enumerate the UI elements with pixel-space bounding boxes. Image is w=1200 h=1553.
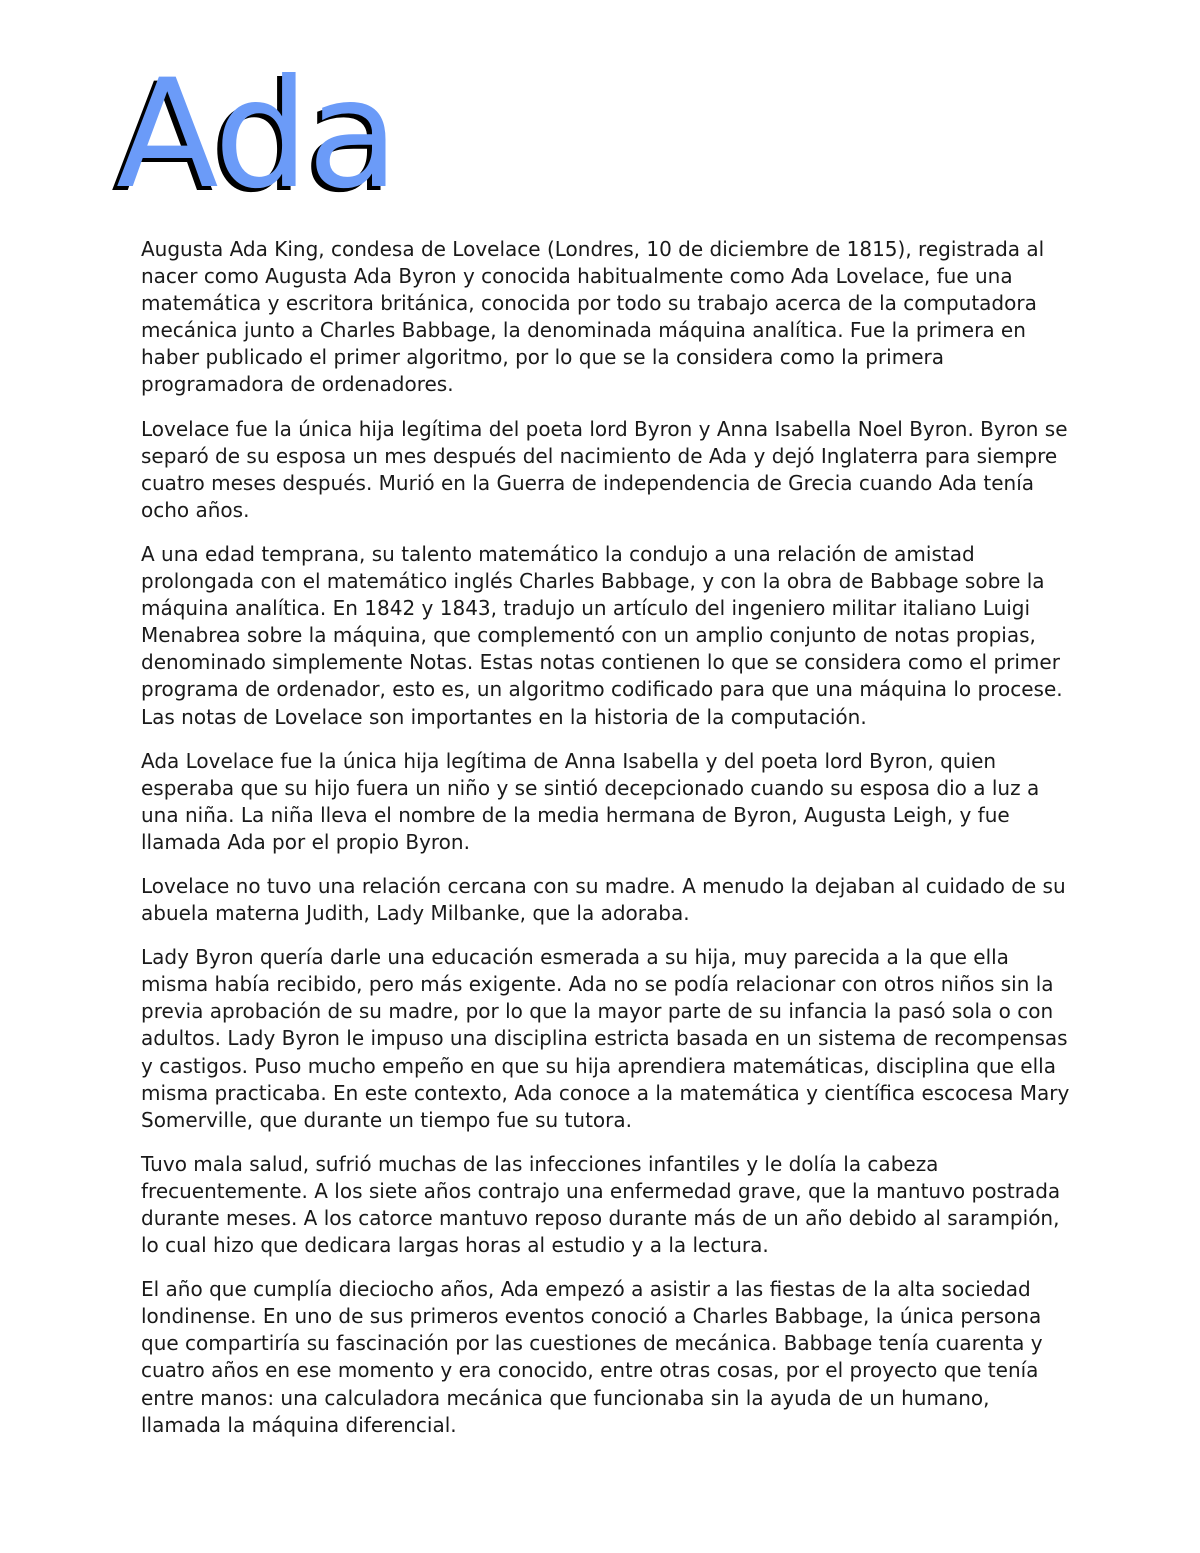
document-body — [141, 236, 1071, 1456]
document-title: Ada — [116, 48, 398, 222]
paragraph-8: El año que cumplía dieciocho años, Ada empezó a asistir a las fiestas de la alta sociedad londinense. En uno de sus primeros eventos conoció a Charles Babbage, la única persona que compartiría su fascinación por las cuestiones de mecánica. Babbage tenía cuarenta y cuatro años en ese momento y era conocido, entre otras cosas, por el proyecto que tenía entre manos: una calculadora mecánica que funcionaba sin la ayuda de un humano, llamada la máquina diferencial. — [141, 1277, 1043, 1437]
paragraph-4: Ada Lovelace fue la única hija legítima de Anna Isabella y del poeta lord Byron, quien esperaba que su hijo fuera un niño y se sintió decepcionado cuando su esposa dio a luz a una niña. La niña lleva el nombre de la media hermana de Byron, Augusta Leigh, y fue llamada Ada por el propio Byron. — [141, 748, 1040, 854]
paragraph-1: Augusta Ada King, condesa de Lovelace (Londres, 10 de diciembre de 1815), registrada al nacer como Augusta Ada Byron y conocida habitualmente como Ada Lovelace, fue una matemática y escritora británica, conocida por todo su trabajo acerca de la computadora mecánica junto a Charles Babbage, la denominada máquina analítica. Fue la primera en haber publicado el primer algoritmo, por lo que se la considera como la primera programadora de ordenadores. — [141, 237, 1045, 397]
paragraph-7: Tuvo mala salud, sufrió muchas de las infecciones infantiles y le dolía la cabeza frecuentemente. A los siete años contrajo una enfermedad grave, que la mantuvo postrada durante meses. A los catorce mantuvo reposo durante más de un año debido al sarampión, lo cual hizo que dedicara largas horas al estudio y a la lectura. — [141, 1151, 1061, 1258]
paragraph-6: Lady Byron quería darle una educación esmerada a su hija, muy parecida a la que ella misma había recibido, pero más exigente. Ada no se podía relacionar con otros niños sin la previa aprobación de su madre, por lo que la mayor parte de su infancia la pasó sola o con adultos. Lady Byron le impuso una disciplina estricta basada en un sistema de recompensas y castigos. Puso mucho empeño en que su hija aprendiera matemáticas, disciplina que ella misma practicaba. En este contexto, Ada conoce a la matemática y científica escocesa Mary Somerville, que durante un tiempo fue su tutora. — [141, 945, 1070, 1132]
paragraph-3: A una edad temprana, su talento matemático la condujo a una relación de amistad prolongada con el matemático inglés Charles Babbage, y con la obra de Babbage sobre la máquina analítica. En 1842 y 1843, tradujo un artículo del ingeniero militar italiano Luigi Menabrea sobre la máquina, que complementó con un amplio conjunto de notas propias, denominado simplemente Notas. Estas notas contienen lo que se considera como el primer programa de ordenador, esto es, un algoritmo codificado para que una máquina lo procese. Las notas de Lovelace son importantes en la historia de la computación. — [141, 541, 1063, 729]
paragraph-2: Lovelace fue la única hija legítima del poeta lord Byron y Anna Isabella Noel Byron. Byron se separó de su esposa un mes después del nacimiento de Ada y dejó Inglaterra para siempre cuatro meses después. Murió en la Guerra de independencia de Grecia cuando Ada tenía ocho años. — [141, 416, 1068, 522]
paragraph-5: Lovelace no tuvo una relación cercana con su madre. A menudo la dejaban al cuidado de su abuela materna Judith, Lady Milbanke, que la adoraba. — [141, 873, 1066, 926]
